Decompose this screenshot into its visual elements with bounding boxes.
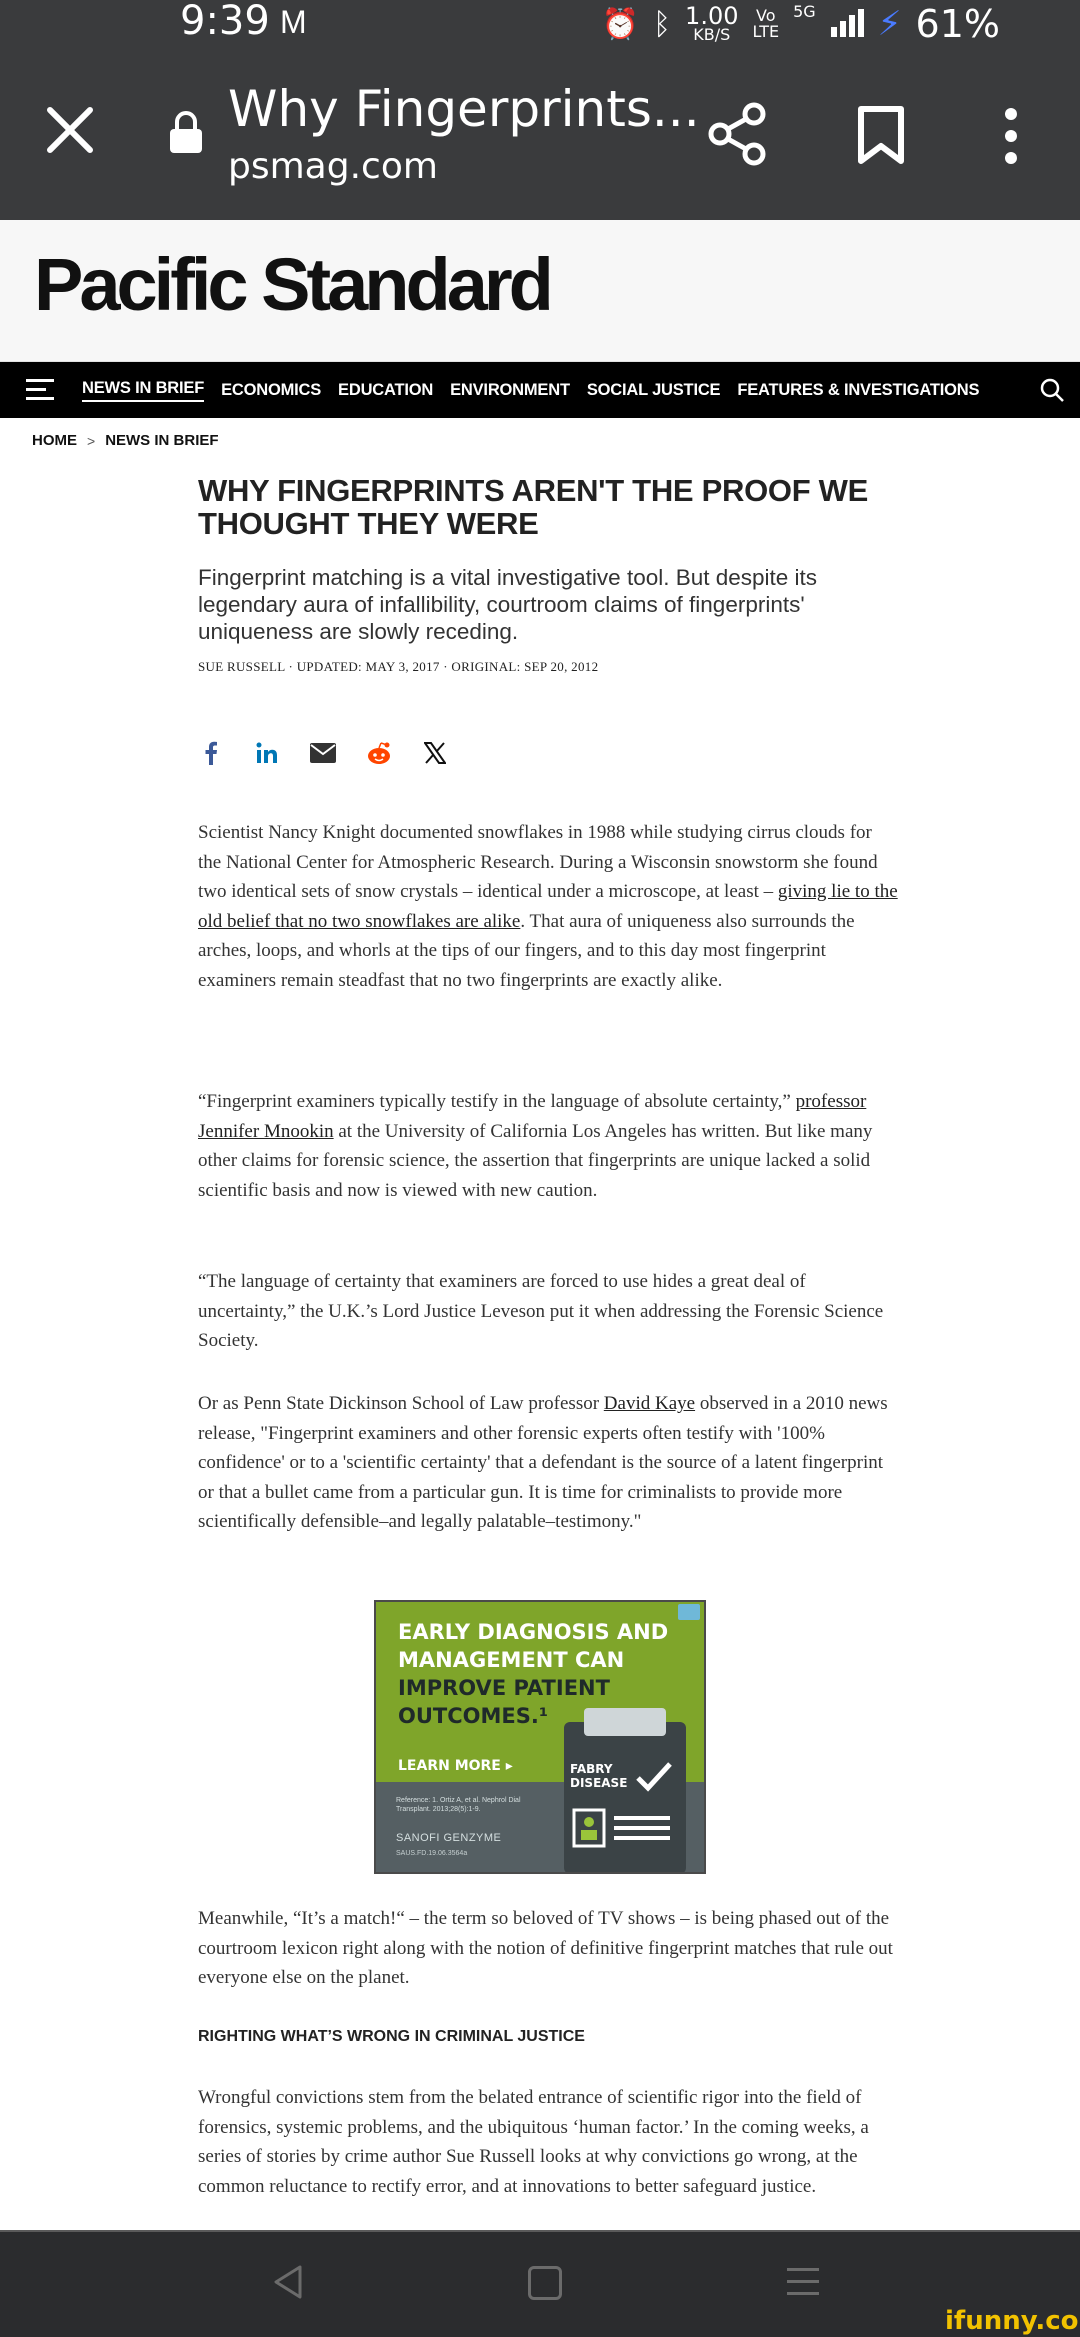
clipboard-clip xyxy=(584,1708,666,1736)
ad-line-4: OUTCOMES.¹ xyxy=(398,1704,549,1728)
nav-items xyxy=(82,362,979,418)
network-type: 5G xyxy=(793,2,816,21)
status-bar xyxy=(0,0,1080,48)
home-icon[interactable] xyxy=(528,2266,562,2300)
nav-item-economics[interactable]: ECONOMICS xyxy=(221,380,322,399)
ad-learn-more[interactable]: LEARN MORE ▸ xyxy=(398,1758,513,1774)
adchoices-icon[interactable] xyxy=(678,1604,700,1620)
checkmark-icon xyxy=(634,1760,674,1794)
volte-indicator xyxy=(752,8,779,40)
x-twitter-icon[interactable] xyxy=(422,740,448,766)
net-speed xyxy=(685,2,739,44)
id-card-icon xyxy=(572,1806,678,1850)
article-byline: SUE RUSSELL · UPDATED: MAY 3, 2017 · ORIGINAL: SEP 20, 2012 xyxy=(198,659,599,674)
reddit-icon[interactable] xyxy=(366,740,392,766)
close-icon[interactable] xyxy=(40,100,100,160)
volte-top: Vo xyxy=(756,6,776,25)
article-headline: WHY FINGERPRINTS AREN'T THE PROOF WE THOUGHT THEY WERE xyxy=(198,473,868,541)
breadcrumb xyxy=(32,432,219,449)
article-dek: Fingerprint matching is a vital investigative tool. But despite its legendary aura of infallibility, courtroom claims of fingerprints' uniqueness are slowly receding. xyxy=(198,565,818,644)
ad-clipboard-line-1: FABRY xyxy=(570,1762,613,1776)
signal-icon xyxy=(830,7,864,41)
battery-level: 61% xyxy=(915,2,1000,46)
nav-item-social-justice[interactable]: SOCIAL JUSTICE xyxy=(586,380,721,399)
p4-text-b: observed in a 2010 news release, "Fingerprint examiners and other forensic experts often testify with '100% confidence' or to a 'scientific certainty' that a defendant is the source of a latent fingerprint or that a bullet came from a particular gun. It is time for criminalists to provide more scientifically defensible–and legally palatable–testimony." xyxy=(198,1393,888,1532)
charging-icon: ⚡ xyxy=(877,4,902,44)
clipboard-icon xyxy=(564,1722,686,1874)
article-paragraph-3: “The language of certainty that examiners are forced to use hides a great deal of uncertainty,” the U.K.’s Lord Justice Leveson put it when addressing the Forensic Science Society. xyxy=(198,1271,884,1351)
bluetooth-icon: ᛒ xyxy=(653,6,672,42)
share-bar xyxy=(198,740,448,766)
p4-text-a: Or as Penn State Dickinson School of Law professor xyxy=(198,1393,604,1414)
status-time: 9:39 xyxy=(180,0,270,44)
article-header xyxy=(198,474,888,675)
article-paragraph-2 xyxy=(198,1087,898,1205)
net-speed-unit: KB/S xyxy=(693,25,731,44)
volte-bottom: LTE xyxy=(752,22,780,41)
gmail-icon: M xyxy=(280,4,307,40)
snowflakes-link[interactable]: giving lie to the old belief that no two snowflakes are alike xyxy=(198,881,898,932)
chevron-right-icon: > xyxy=(87,432,96,449)
facebook-icon[interactable] xyxy=(198,740,224,766)
main-nav xyxy=(0,362,1080,418)
ad-line-2: MANAGEMENT CAN xyxy=(398,1648,625,1672)
ad-brand: SANOFI GENZYME xyxy=(396,1832,502,1844)
hamburger-menu-icon[interactable] xyxy=(26,378,58,402)
more-options-icon[interactable] xyxy=(1000,106,1022,166)
ifunny-watermark: ifunny.co xyxy=(945,2306,1079,2336)
p2-text-b: at the University of California Los Angeles has written. But like many other claims for forensic science, the assertion that fingerprints are unique lacked a solid scientific basis and now is viewed with new caution. xyxy=(198,1120,873,1201)
linkedin-icon[interactable] xyxy=(254,740,280,766)
ad-line-1: EARLY DIAGNOSIS AND xyxy=(398,1620,669,1644)
article-paragraph-6: Wrongful convictions stem from the belated entrance of scientific rigor into the field of forensics, systemic problems, and the ubiquitous ‘human factor.’ In the coming weeks, a series of stories by crime author Sue Russell looks at why convictions go wrong, at the common reluctance to rectify error, and at innovations to better safeguard justice. xyxy=(198,2087,869,2197)
share-icon[interactable] xyxy=(708,102,768,166)
article-paragraph-5: Meanwhile, “It’s a match!“ – the term so beloved of TV shows – is being phased out of the courtroom lexicon right along with the notion of definitive fingerprint matches that rule out everyone else on the planet. xyxy=(198,1908,893,1988)
p2-text-a: “Fingerprint examiners typically testify in the language of absolute certainty,” xyxy=(198,1091,796,1112)
ad-reference: Reference: 1. Ortiz A, et al. Nephrol Dial Transplant. 2013;28(5):1-9. xyxy=(396,1797,521,1813)
kaye-link[interactable]: David Kaye xyxy=(603,1393,696,1414)
site-masthead xyxy=(0,220,1080,362)
section-subhead: RIGHTING WHAT’S WRONG IN CRIMINAL JUSTICE xyxy=(198,2028,585,2045)
ad-line-3: IMPROVE PATIENT xyxy=(398,1676,610,1700)
breadcrumb-home[interactable]: HOME xyxy=(32,432,77,449)
article-paragraph-4 xyxy=(198,1389,898,1537)
article-paragraph-1 xyxy=(198,818,898,995)
back-icon[interactable] xyxy=(272,2264,304,2300)
ad-code: SAUS.FD.19.06.3564a xyxy=(396,1850,468,1857)
email-icon[interactable] xyxy=(310,740,336,766)
breadcrumb-section[interactable]: NEWS IN BRIEF xyxy=(105,432,219,449)
search-icon[interactable] xyxy=(1040,378,1064,402)
mnookin-link[interactable]: professor Jennifer Mnookin xyxy=(198,1091,867,1142)
nav-item-education[interactable]: EDUCATION xyxy=(338,380,434,399)
p1-text-b: . That aura of uniqueness also surrounds the arches, loops, and whorls at the tips of our fingers, and to this day most fingerprint examiners remain steadfast that no two fingerprints are exactly alike. xyxy=(198,910,855,991)
p1-text-a: Scientist Nancy Knight documented snowflakes in 1988 while studying cirrus clouds for the National Center for Atmospheric Research. During a Wisconsin snowstorm she found two identical sets of snow crystals – identical under a microscope, at least – xyxy=(198,822,878,902)
alarm-icon: ⏰ xyxy=(601,6,640,42)
status-indicators xyxy=(602,0,1000,48)
nav-item-news-in-brief[interactable]: NEWS IN BRIEF xyxy=(82,379,204,402)
net-speed-value: 1.00 xyxy=(685,2,739,30)
ad-clipboard-line-2: DISEASE xyxy=(570,1776,628,1790)
page-domain[interactable]: psmag.com xyxy=(228,146,438,187)
nav-item-environment[interactable]: ENVIRONMENT xyxy=(450,380,570,399)
browser-toolbar xyxy=(0,48,1080,220)
page-title[interactable]: Why Fingerprints... xyxy=(228,80,700,138)
recents-icon[interactable] xyxy=(785,2264,821,2300)
site-logo[interactable]: Pacific Standard xyxy=(34,243,550,326)
lock-icon[interactable] xyxy=(168,110,204,154)
system-nav-bar xyxy=(0,2232,1080,2337)
ad-clipboard-label xyxy=(570,1762,627,1790)
nav-item-features[interactable]: FEATURES & INVESTIGATIONS xyxy=(737,380,980,399)
advertisement[interactable] xyxy=(374,1600,706,1874)
bookmark-icon[interactable] xyxy=(856,106,906,164)
